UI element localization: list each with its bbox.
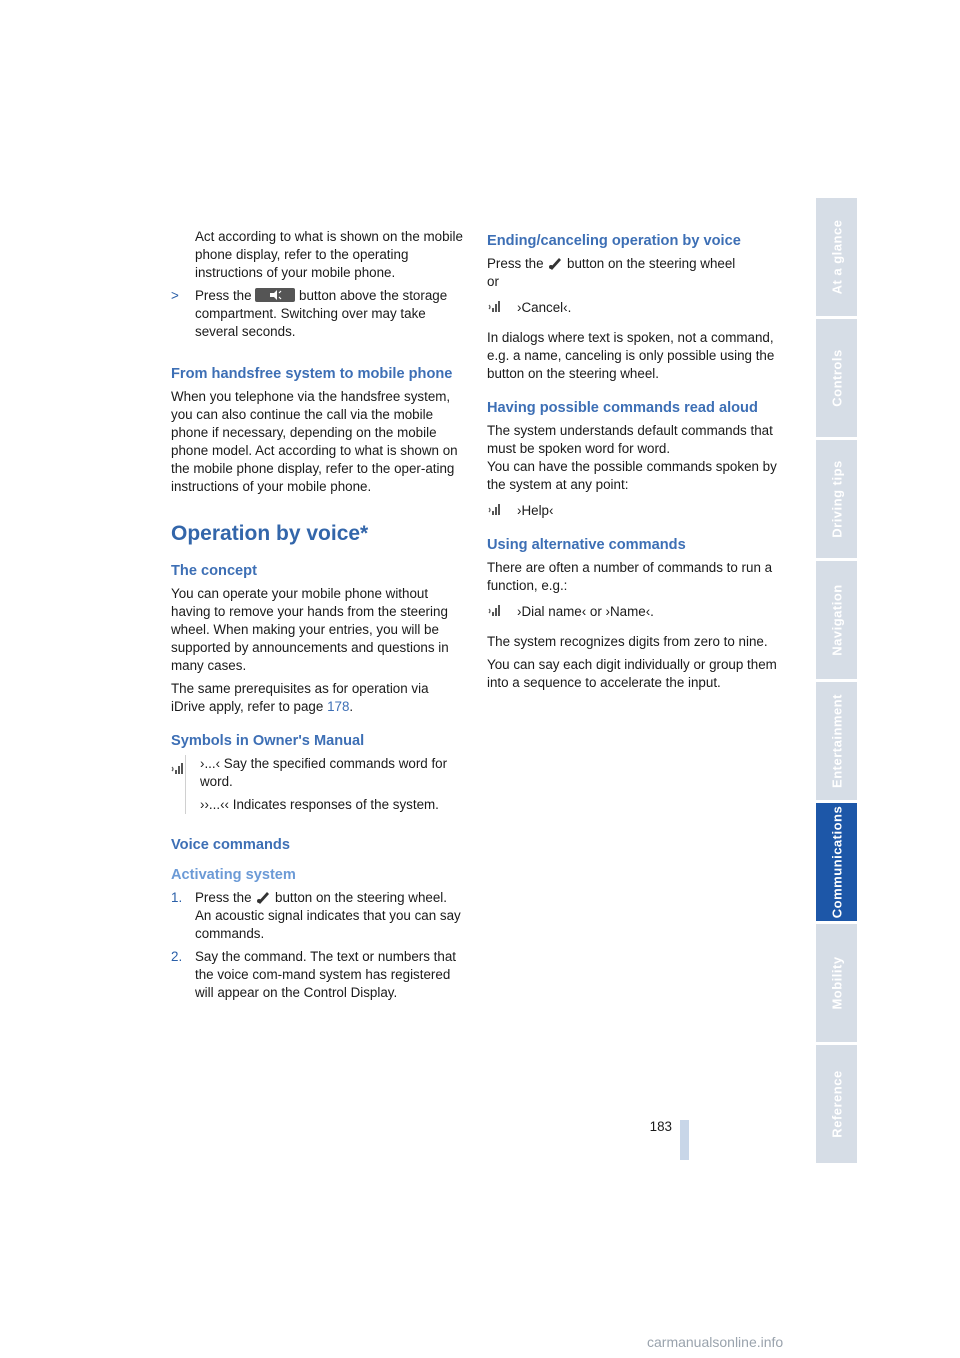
bullet-text-before: Press the: [195, 288, 256, 303]
heading-read-aloud: Having possible commands read aloud: [487, 400, 758, 416]
prereq-period: .: [349, 699, 354, 714]
page-marker-bar: [680, 1120, 689, 1160]
tab-label: Mobility: [829, 956, 844, 1010]
tab-mobility[interactable]: [816, 924, 857, 1042]
understands-paragraph: The system understands default commands that must be spoken word for word.: [487, 423, 773, 456]
right-column: [487, 228, 779, 697]
handsfree-paragraph: When you telephone via the handsfree system, you can also continue the call via the mobile phone if necessary, depending on the mobile phone model. Act according to what is shown on the mobile phone display, refer to the oper-ating instructions of your mobile phone.: [171, 389, 458, 494]
tab-communications[interactable]: [816, 803, 857, 921]
tab-label: Entertainment: [829, 694, 844, 788]
bullet-mark: >: [171, 288, 179, 303]
spoken-paragraph: You can have the possible commands spoken by the system at any point:: [487, 459, 777, 492]
bullet-text-after: button above the storage compartment. Switching over may take several seconds.: [195, 288, 448, 339]
symbols-box: [185, 755, 463, 814]
heading-activating: Activating system: [171, 867, 296, 883]
tab-controls[interactable]: [816, 319, 857, 437]
press-text-after: button on the steering wheel: [563, 256, 736, 271]
dial-command: ›Dial name‹ or ›Name‹.: [517, 604, 654, 619]
digits-paragraph: The system recognizes digits from zero to nine.: [487, 634, 768, 649]
left-column: [171, 228, 463, 1007]
press-paragraph: [487, 255, 779, 273]
prereq-paragraph: [171, 680, 463, 716]
voice-command-icon: [170, 761, 186, 777]
symbol-system-response: ››...‹‹ Indicates responses of the system.: [200, 797, 439, 812]
tab-label: Controls: [829, 349, 844, 407]
concept-paragraph: You can operate your mobile phone without having to remove your hands from the steering wheel. When making your entries, you will be supported by announcements and questions in many cases.: [171, 586, 449, 673]
heading-ending: Ending/canceling operation by voice: [487, 233, 741, 249]
step-2-number: 2.: [171, 949, 183, 964]
page-number: 183: [649, 1119, 672, 1134]
watermark: carmanualsonline.info: [647, 1334, 784, 1350]
tab-label: Reference: [829, 1070, 844, 1138]
tab-label: Driving tips: [829, 460, 844, 538]
heading-operation-by-voice: Operation by voice*: [171, 522, 369, 545]
intro-paragraph: Act according to what is shown on the mobile phone display, refer to the operating instructions of your mobile phone.: [195, 229, 463, 280]
tab-at-a-glance[interactable]: [816, 198, 857, 316]
or-text: or: [487, 274, 499, 289]
step-2: [171, 948, 463, 1002]
chapter-tabs: [816, 198, 857, 1166]
heading-symbols: Symbols in Owner's Manual: [171, 733, 365, 749]
handsfree-button-icon: [255, 288, 295, 302]
cancel-command: ›Cancel‹.: [517, 300, 572, 315]
step-1-text-after: button on the steering wheel. An acoustic signal indicates that you can say commands.: [195, 890, 461, 941]
step-1-number: 1.: [171, 890, 183, 905]
voice-help: [487, 502, 779, 520]
talk-button-icon: [255, 889, 271, 905]
often-paragraph: There are often a number of commands to run a function, e.g.:: [487, 560, 773, 593]
symbol-say-command: ›...‹ Say the specified commands word for word.: [200, 756, 448, 789]
voice-dial: [487, 603, 779, 621]
tab-reference[interactable]: [816, 1045, 857, 1163]
heading-handsfree: From handsfree system to mobile phone: [171, 366, 453, 382]
page-reference-link[interactable]: 178: [327, 699, 350, 714]
voice-command-icon: [487, 603, 503, 619]
tab-label: At a glance: [829, 219, 844, 295]
help-command: ›Help‹: [517, 503, 554, 518]
group-paragraph: You can say each digit individually or group them into a sequence to accelerate the input.: [487, 657, 777, 690]
tab-label: Communications: [829, 805, 844, 919]
bullet-item: [171, 287, 463, 341]
tab-label: Navigation: [829, 584, 844, 656]
heading-alternative: Using alternative commands: [487, 537, 686, 553]
talk-button-icon: [547, 255, 563, 271]
step-2-text: Say the command. The text or numbers that the voice com-mand system has registered will appear on the Control Display.: [195, 949, 456, 1000]
voice-command-icon: [487, 502, 503, 518]
voice-command-icon: [487, 299, 503, 315]
step-1-text-before: Press the: [195, 890, 256, 905]
tab-navigation[interactable]: [816, 561, 857, 679]
step-1: [171, 889, 463, 943]
prereq-text: The same prerequisites as for operation via iDrive apply, refer to page: [171, 681, 429, 714]
press-text-before: Press the: [487, 256, 548, 271]
heading-concept: The concept: [171, 563, 257, 579]
heading-voice-commands: Voice commands: [171, 837, 290, 853]
voice-cancel: [487, 299, 779, 317]
dialogs-paragraph: In dialogs where text is spoken, not a command, e.g. a name, canceling is only possible using the button on the steering wheel.: [487, 330, 775, 381]
tab-driving-tips[interactable]: [816, 440, 857, 558]
tab-entertainment[interactable]: [816, 682, 857, 800]
